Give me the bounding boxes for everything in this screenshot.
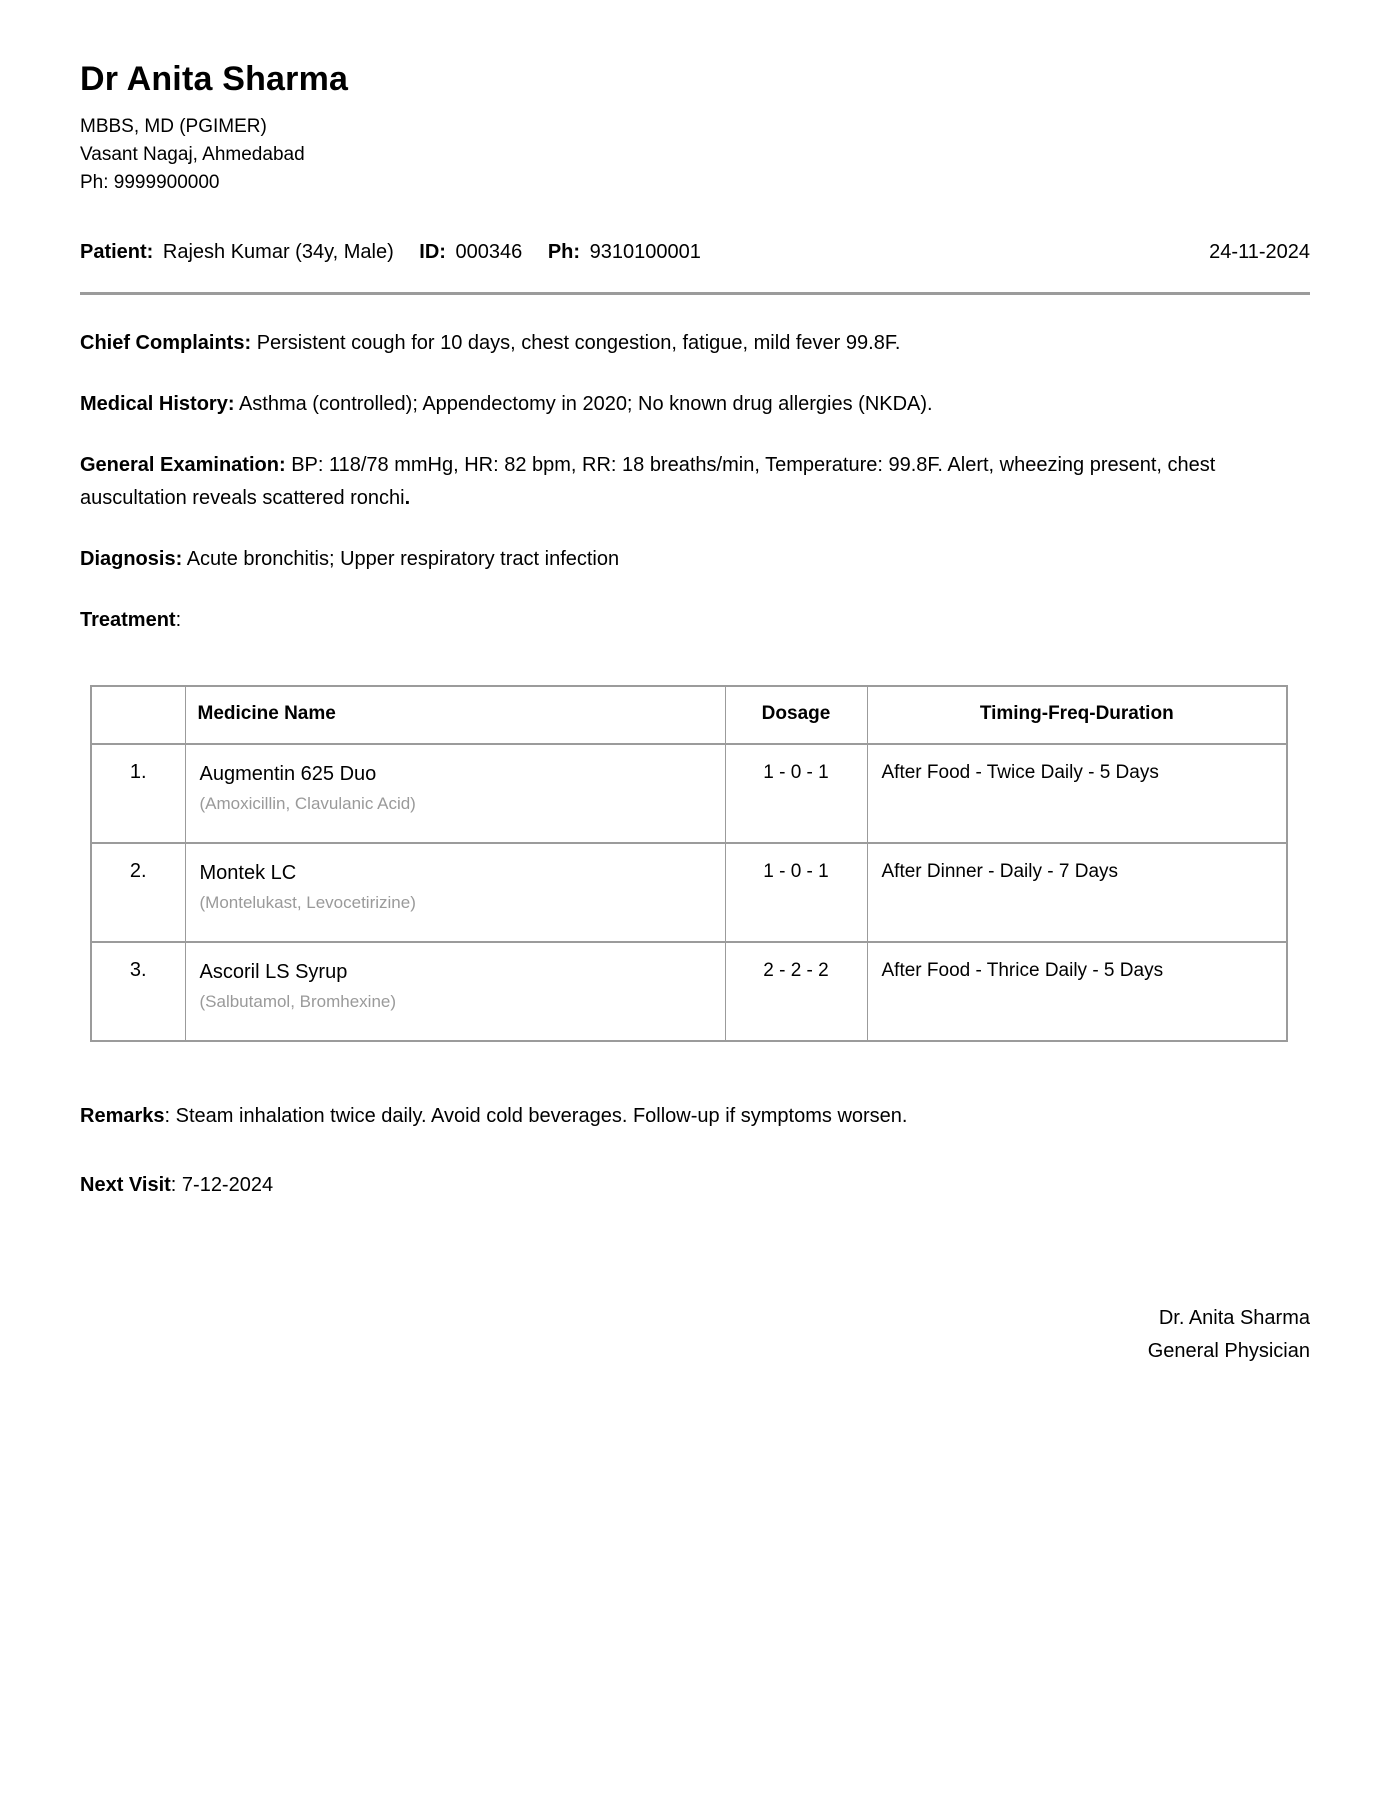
medicine-name: Ascoril LS Syrup [199, 961, 348, 983]
dosage-cell: 1 - 0 - 1 [725, 843, 867, 942]
treatment-colon: : [175, 609, 182, 631]
doctor-header [80, 60, 1310, 197]
row-number: 2. [91, 843, 185, 942]
patient-phone-label: Ph: [547, 241, 581, 263]
medicine-cell [185, 942, 725, 1041]
medicine-cell [185, 843, 725, 942]
medical-history-label: Medical History: [80, 393, 235, 415]
medicines-table [90, 685, 1288, 1042]
medicine-composition: (Salbutamol, Bromhexine) [199, 992, 397, 1011]
timing-cell: After Food - Thrice Daily - 5 Days [867, 942, 1287, 1041]
table-row [91, 843, 1287, 942]
table-row [91, 942, 1287, 1041]
remarks-text: Steam inhalation twice daily. Avoid cold beverages. Follow-up if symptoms worsen. [175, 1105, 908, 1127]
diagnosis-text: Acute bronchitis; Upper respiratory tract infection [186, 548, 620, 570]
medical-history-text: Asthma (controlled); Appendectomy in 2020; No known drug allergies (NKDA). [238, 393, 933, 415]
medical-history-section [80, 388, 1310, 421]
medicine-cell [185, 744, 725, 843]
chief-complaints-label: Chief Complaints: [80, 332, 252, 354]
chief-complaints-text: Persistent cough for 10 days, chest congestion, fatigue, mild fever 99.8F. [256, 332, 901, 354]
general-examination-text: BP: 118/78 mmHg, HR: 82 bpm, RR: 18 breaths/min, Temperature: 99.8F. Alert, wheezing present, chest auscultation reveals scattered ronchi [80, 454, 1216, 509]
row-number: 3. [91, 942, 185, 1041]
signature-doctor-name: Dr. Anita Sharma [1158, 1307, 1310, 1329]
medicine-name: Montek LC [199, 862, 297, 884]
header-timing-freq-duration: Timing-Freq-Duration [867, 686, 1287, 744]
timing-cell: After Food - Twice Daily - 5 Days [867, 744, 1287, 843]
signature-block [80, 1302, 1310, 1368]
remarks-colon: : [164, 1105, 176, 1127]
row-number: 1. [91, 744, 185, 843]
doctor-credentials: MBBS, MD (PGIMER) [80, 116, 267, 137]
doctor-name: Dr Anita Sharma [80, 60, 349, 98]
medicine-composition: (Montelukast, Levocetirizine) [199, 893, 416, 912]
signature-doctor-title: General Physician [1147, 1340, 1310, 1362]
next-visit-colon: : [170, 1174, 182, 1196]
chief-complaints-section [80, 327, 1310, 360]
medicine-composition: (Amoxicillin, Clavulanic Acid) [199, 794, 416, 813]
header-row [91, 686, 1287, 744]
prescription-date: 24-11-2024 [1209, 241, 1310, 263]
doctor-phone: Ph: 9999900000 [80, 172, 220, 193]
patient-info-row [80, 241, 1310, 264]
patient-details [80, 241, 701, 264]
patient-id: 000346 [455, 241, 523, 263]
next-visit-label: Next Visit [80, 1174, 171, 1196]
patient-phone: 9310100001 [589, 241, 701, 263]
general-examination-period: . [404, 487, 411, 509]
dosage-cell: 2 - 2 - 2 [725, 942, 867, 1041]
header-number [91, 686, 185, 744]
treatment-section [80, 604, 1310, 637]
diagnosis-label: Diagnosis: [80, 548, 183, 570]
diagnosis-section [80, 543, 1310, 576]
patient-id-label: ID: [419, 241, 446, 263]
timing-cell: After Dinner - Daily - 7 Days [867, 843, 1287, 942]
dosage-cell: 1 - 0 - 1 [725, 744, 867, 843]
remarks-section [80, 1100, 1310, 1133]
treatment-label: Treatment [80, 609, 176, 631]
table-row [91, 744, 1287, 843]
next-visit-section [80, 1169, 1310, 1202]
patient-label: Patient: [80, 241, 154, 263]
patient-name: Rajesh Kumar (34y, Male) [162, 241, 394, 263]
medicines-table-header [91, 686, 1287, 744]
doctor-address: Vasant Nagaj, Ahmedabad [80, 144, 305, 165]
next-visit-date: 7-12-2024 [181, 1174, 274, 1196]
header-dosage: Dosage [725, 686, 867, 744]
general-examination-section [80, 449, 1310, 515]
header-medicine-name: Medicine Name [185, 686, 725, 744]
remarks-label: Remarks [80, 1105, 165, 1127]
header-divider [80, 292, 1310, 295]
medicine-name: Augmentin 625 Duo [199, 763, 377, 785]
general-examination-label: General Examination: [80, 454, 286, 476]
